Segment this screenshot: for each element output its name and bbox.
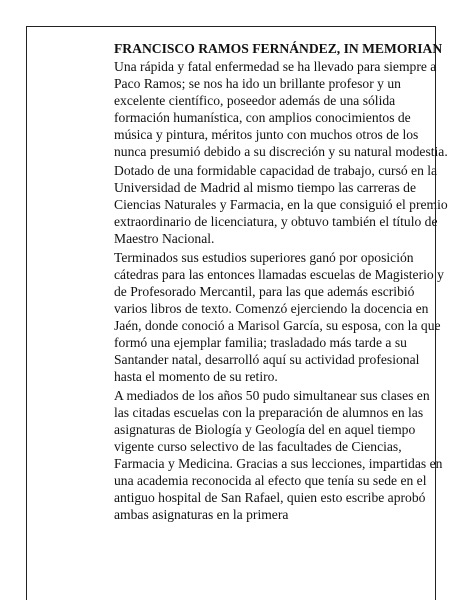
article-title: FRANCISCO RAMOS FERNÁNDEZ, IN MEMORIAN — [114, 41, 443, 56]
paragraph-4: A mediados de los años 50 pudo simultanear sus clases en las citadas escuelas con la preparación de alumnos en las asignaturas de Biología y Geología del en aquel tiempo vigente curso selectivo de las facultades de Ciencias, Farmacia y Medicina. Gracias a sus lecciones, impartidas en una academia reconocida al efecto que tenía su sede en el antiguo hospital de San Rafael, quien esto escribe aprobó ambas asignaturas en la primera — [114, 388, 443, 522]
paragraph-3: Terminados sus estudios superiores ganó por oposición cátedras para las entonces llamadas escuelas de Magisterio y de Profesorado Mercantil, para las que además escribió varios libros de texto. Comenzó ejerciendo la docencia en Jaén, donde conoció a Marisol García, su esposa, con la que formó una ejemplar familia; trasladado más tarde a su Santander natal, desarrolló aquí su actividad profesional hasta el momento de su retiro. — [114, 250, 444, 384]
paragraph-1: Una rápida y fatal enfermedad se ha llevado para siempre a Paco Ramos; se nos ha ido un brillante profesor y un excelente científico, poseedor además de una sólida formación humanística, con amplios conocimientos de música y pintura, méritos junto con muchos otros de los nunca presumió debido a su discreción y su natural modestia. — [114, 59, 448, 159]
paragraph-2: Dotado de una formidable capacidad de trabajo, cursó en la Universidad de Madrid al mismo tiempo las carreras de Ciencias Naturales y Farmacia, en la que consiguió el premio extraordinario de licenciatura, y obtuvo también el título de Maestro Nacional. — [114, 163, 448, 246]
article-body — [114, 40, 448, 525]
